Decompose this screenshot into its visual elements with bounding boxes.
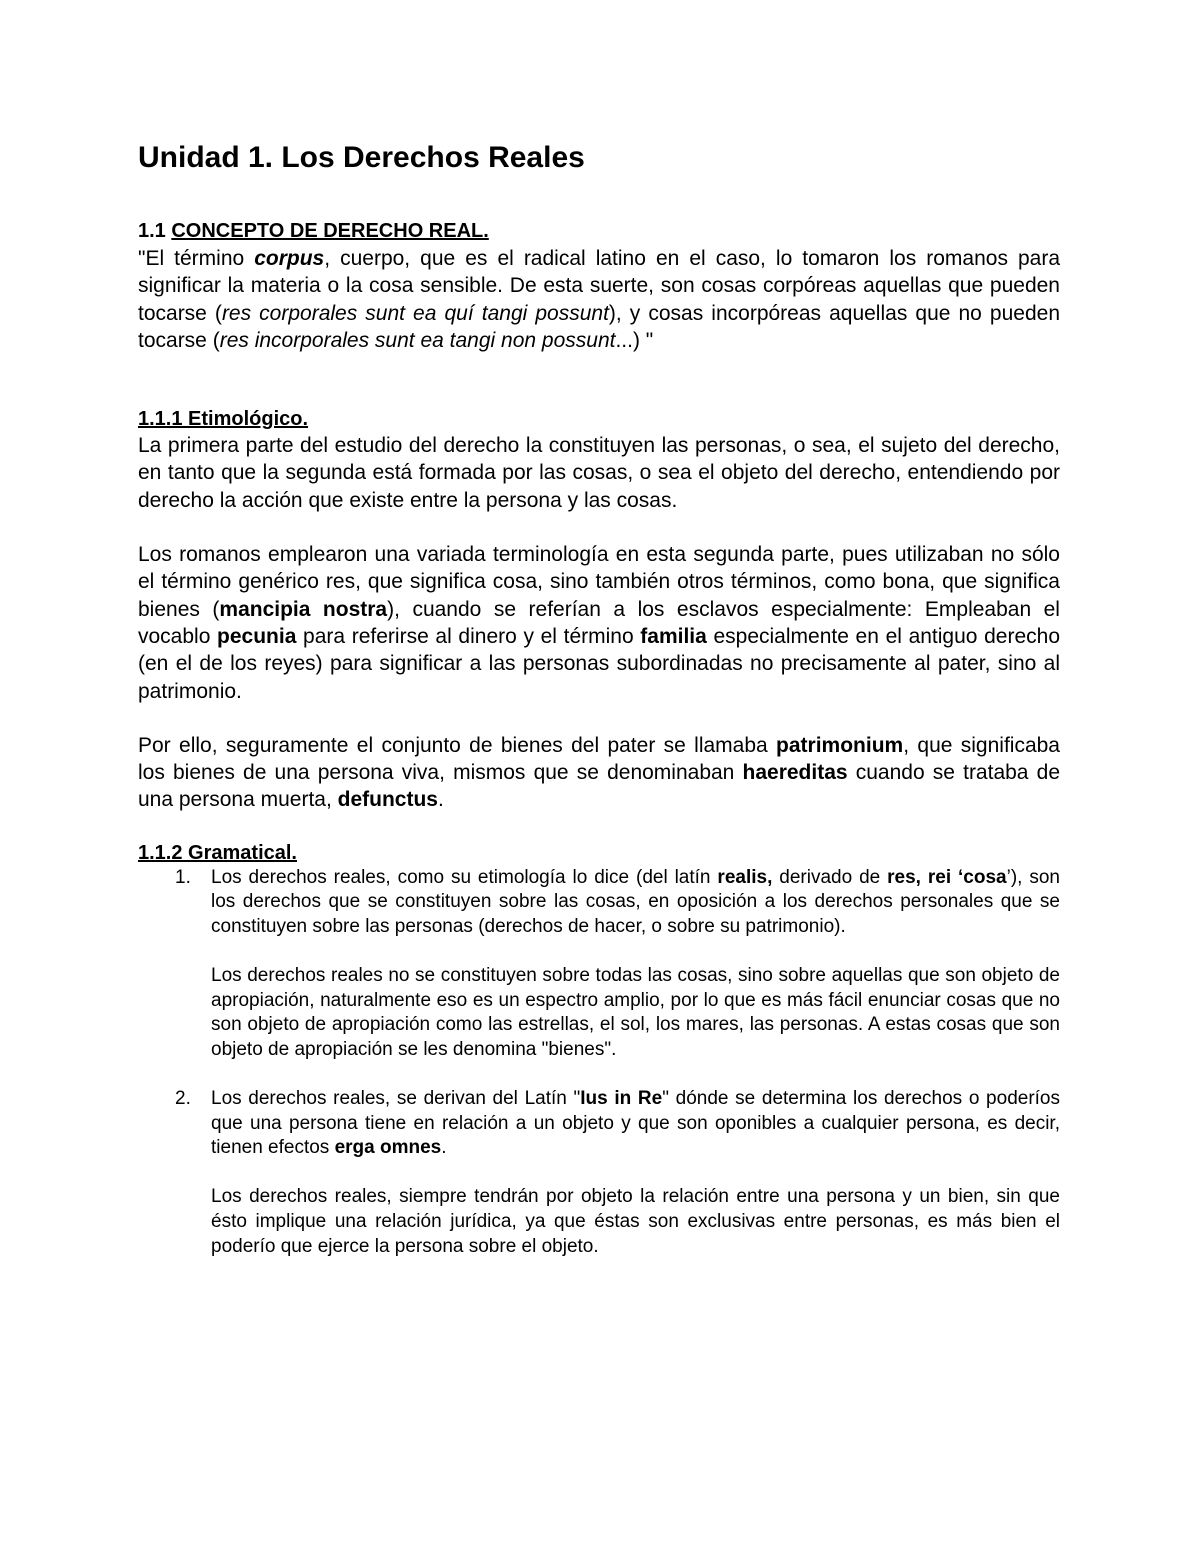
latin-quote-incorporales: res incorporales sunt ea tangi non possunt	[219, 328, 616, 352]
document-content	[138, 138, 1060, 1259]
list-number: 1.	[175, 866, 191, 888]
etymology-paragraph-2: Los romanos emplearon una variada terminología en esta segunda parte, pues utilizaban no sólo el término genérico res, que significa cosa, sino también otros términos, como bona, que significa bienes (mancipia nostra), cuando se referían a los esclavos especialmente: Empleaban el vocablo pecunia para referirse al dinero y el término familia especialmente en el antiguo derecho (en el de los reyes) para significar a las personas subordinadas no precisamente al pater, sino al patrimonio.	[138, 543, 1061, 703]
list-item	[138, 1087, 1060, 1259]
etymology-paragraph-3: Por ello, seguramente el conjunto de bienes del pater se llamaba patrimonium, que significaba los bienes de una persona viva, mismos que se denominaban haereditas cuando se trataba de una persona muerta, defunctus.	[138, 733, 1060, 812]
section-heading-1-1-1: 1.1.1 Etimológico.	[138, 408, 309, 431]
term-defunctus: defunctus	[337, 788, 438, 812]
list-paragraph: Los derechos reales, siempre tendrán por objeto la relación entre una persona y un bien, sin que ésto implique una relación jurídica, ya que éstas son exclusivas entre personas, es más bien el poderío que ejerce la persona sobre el objeto.	[211, 1186, 1060, 1257]
list-item	[138, 866, 1060, 1063]
page-title: Unidad 1. Los Derechos Reales	[138, 141, 585, 174]
list-number: 2.	[175, 1088, 191, 1110]
latin-quote-corporales: res corporales sunt ea quí tangi possunt	[221, 301, 609, 325]
term-haereditas: haereditas	[742, 761, 848, 785]
list-paragraph: Los derechos reales, como su etimología lo dice (del latín realis, derivado de res, rei ‘cosa’), son los derechos que se constituyen sobre las cosas, en oposición a los derechos personales que se constituyen sobre las personas (derechos de hacer, o sobre su patrimonio).	[211, 866, 1061, 937]
list-paragraph: Los derechos reales, se derivan del Latín "Ius in Re" dónde se determina los derechos o poderíos que una persona tiene en relación a un objeto y que son oponibles a cualquier persona, es decir, tienen efectos erga omnes.	[211, 1088, 1060, 1159]
term-ius-in-re: Ius in Re	[580, 1088, 663, 1110]
etymology-paragraph-1: La primera parte del estudio del derecho la constituyen las personas, o sea, el sujeto del derecho, en tanto que la segunda está formada por las cosas, o sea el objeto del derecho, entendiendo por derecho la acción que existe entre la persona y las cosas.	[138, 434, 1060, 512]
list-paragraph: Los derechos reales no se constituyen sobre todas las cosas, sino sobre aquellas que son objeto de apropiación, naturalmente eso es un espectro amplio, por lo que es más fácil enunciar cosas que no son objeto de apropiación como las estrellas, el sol, los mares, las personas. A estas cosas que son objeto de apropiación se les denomina "bienes".	[211, 965, 1060, 1060]
term-realis: realis,	[717, 866, 773, 888]
term-corpus: corpus	[254, 247, 325, 270]
term-cosa: ‘cosa	[958, 866, 1007, 888]
term-pecunia: pecunia	[217, 624, 297, 648]
term-erga-omnes: erga omnes	[334, 1137, 442, 1159]
grammatical-list	[138, 866, 1060, 1260]
section-number: 1.1	[138, 220, 172, 242]
section-heading-1-1	[138, 218, 1060, 244]
term-mancipia-nostra: mancipia nostra	[219, 597, 388, 621]
section-heading-1-1-2: 1.1.2 Gramatical.	[138, 841, 297, 864]
concept-paragraph: "El término corpus, cuerpo, que es el radical latino en el caso, lo tomaron los romanos para significar la materia o la cosa sensible. De esta suerte, son cosas corpóreas aquellas que pueden tocarse (res corporales sunt ea quí tangi possunt), y cosas incorpóreas aquellas que no pueden tocarse (res incorporales sunt ea tangi non possunt...) "	[138, 247, 1060, 352]
term-patrimonium: patrimonium	[776, 733, 904, 757]
term-familia: familia	[640, 624, 707, 648]
term-res-rei: res, rei	[887, 866, 952, 888]
section-title: CONCEPTO DE DERECHO REAL.	[171, 220, 489, 242]
